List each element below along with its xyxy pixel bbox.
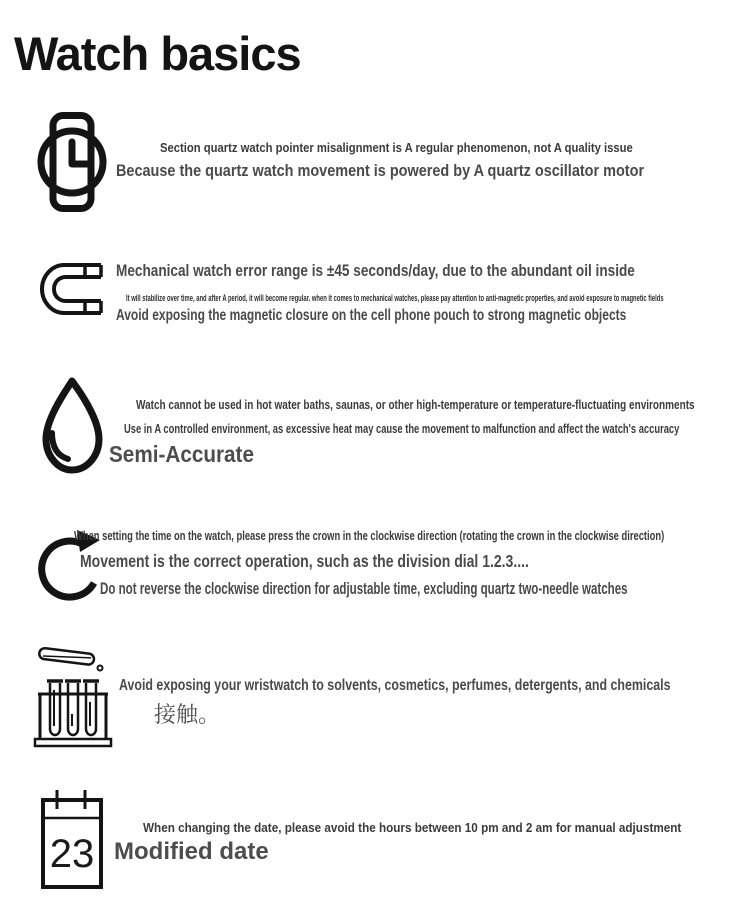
calendar-day-number: 23 [49,832,95,876]
calendar-icon [40,787,104,890]
wristwatch-icon [36,112,108,212]
section-crown-rotation [0,524,750,612]
section-chemicals [0,642,750,754]
no-reverse-text: Do not reverse the clockwise direction for adjustable time, excluding quartz two-needle watches [100,580,628,598]
semi-accurate-label: Semi-Accurate [109,441,254,467]
section-quartz-watch [0,112,750,224]
section-date-change [0,787,750,893]
magnetic-warning-text: Avoid exposing the magnetic closure on the cell phone pouch to strong magnetic objects [116,307,627,324]
controlled-environment-text: Use in A controlled environment, as excessive heat may cause the movement to malfunction and affect the watch's accuracy [124,422,680,436]
crown-clockwise-text: When setting the time on the watch, please press the crown in the clockwise direction (rotating the crown in the clockwise direction) [74,529,665,543]
section-temperature [0,376,750,480]
test-tubes-icon [33,642,113,752]
quartz-reason-text: Because the quartz watch movement is powered by A quartz oscillator motor [116,161,645,180]
error-range-text: Mechanical watch error range is ±45 seconds/day, due to the abundant oil inside [116,261,635,280]
contact-cjk-text: 接触。 [154,702,221,727]
date-change-hours-text: When changing the date, please avoid the hours between 10 pm and 2 am for manual adjustment [143,820,682,835]
water-drop-icon [37,376,108,477]
magnet-icon [38,258,104,320]
chemicals-warning-text: Avoid exposing your wristwatch to solvents, cosmetics, perfumes, detergents, and chemicals [119,677,671,694]
hot-water-warning-text: Watch cannot be used in hot water baths, saunas, or other high-temperature or temperature-fluctuating environments [136,398,695,412]
correct-operation-text: Movement is the correct operation, such as the division dial 1.2.3.... [80,551,529,571]
page-title: Watch basics [14,27,301,80]
modified-date-label: Modified date [114,838,269,865]
stabilize-note-text: It will stabilize over time, and after A period, it will become regular. when it comes to mechanical watches, please pay attention to anti-magnetic properties, and avoid exposure to magnetic fields [126,293,664,303]
quartz-note-text: Section quartz watch pointer misalignment is A regular phenomenon, not A quality issue [160,141,633,155]
section-magnetism [0,257,750,337]
